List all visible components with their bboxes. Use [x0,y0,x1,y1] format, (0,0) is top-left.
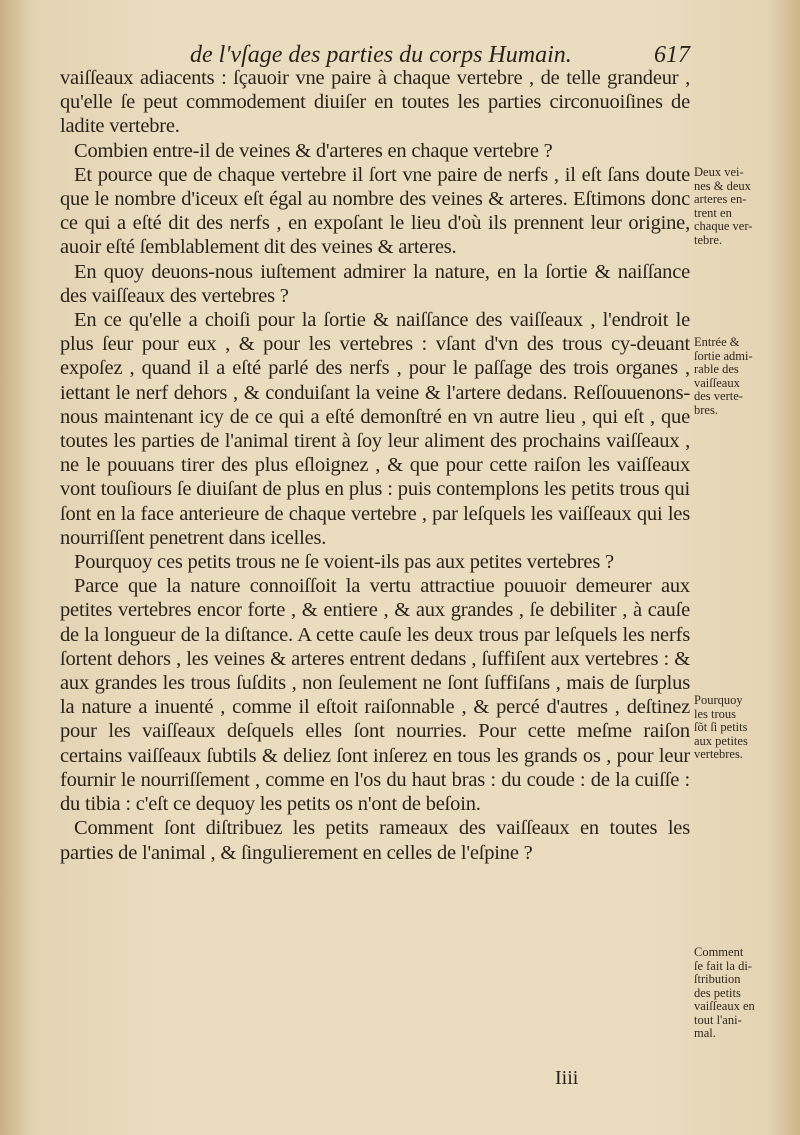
margin-line: chaque ver- [694,219,753,233]
margin-line: des petits [694,985,741,1000]
margin-line: ſe fait la di- [694,958,752,973]
margin-line: ſortie admi- [694,348,753,363]
margin-line: vertebres. [694,747,743,761]
margin-line: aux petites [694,733,748,748]
margin-line: des verte- [694,389,743,403]
margin-line: rable des [694,362,739,376]
question-paragraph: Combien entre-il de veines & d'arteres en chaque vertebre ? [74,139,553,162]
margin-line: vaiſſeaux en [694,999,755,1013]
margin-line: tout l'ani- [694,1012,742,1027]
question-paragraph: En quoy deuons-nous iuſtement admirer la nature, en la ſortie & naiſſance des vaiſſeaux des vertebres ? [60,260,690,307]
margin-line: Entrée & [694,335,740,349]
margin-line: vaiſſeaux [694,375,740,390]
paragraph-continuation: vaiſſeaux adiacents : ſçauoir vne paire à chaque vertebre , de telle grandeur , qu'elle ſe peut commodement diuiſer en toutes les parties circonuoiſines de ladite vertebre. [60,67,690,138]
main-text [60,66,690,865]
answer-paragraph: En ce qu'elle a choiſi pour la ſortie & naiſſance des vaiſſeaux , l'endroit le plus ſeur pour eux , & pour les vertebres : vſant d'vn des trous cy-deuant expoſez , quand il a eſté parlé des nerfs , pour le paſſage des trois organes , iettant le nerf dehors , & conduiſant la veine & l'artere dedans. Reſſouuenons-nous maintenant icy de ce qui a eſté demonſtré en vn autre lieu , qui eſt , que toutes les parties de l'animal tirent à ſoy leur aliment des prochains vaiſſeaux , ne le pouuans tirer des plus eſloignez , & que pour cette raiſon les vaiſſeaux vont touſiours ſe diuiſant de plus en plus : puis contemplons les petits trous qui ſont en la face anterieure de chaque vertebre , par leſquels les vaiſſeaux qui les nourriſſent penetrent dans icelles. [60,309,690,549]
margin-note-vessel-exit [694,336,792,417]
margin-note-veins-arteries [694,166,792,247]
running-title: de l'vſage des parties du corps Humain. [190,42,572,68]
margin-line: Comment [694,945,744,959]
margin-line: Deux vei- [694,165,744,179]
margin-line: trent en [694,205,732,220]
margin-line: ſõt ſi petits [694,720,748,734]
margin-line: ſtribution [694,972,741,986]
margin-line: nes & deux [694,178,751,193]
margin-line: Pourquoy [694,693,743,707]
answer-paragraph: Parce que la nature connoiſſoit la vertu attractiue pouuoir demeurer aux petites vertebres encor forte , & entiere , & aux grandes , ſe debiliter , à cauſe de la longueur de la diſtance. A cette cauſe les deux trous par leſquels les nerfs ſortent dehors , les veines & arteres entrent dedans , ſuffiſent aux vertebres : & aux grandes les trous ſuſdits , non ſeulement ne ſont ſuffiſans , mais de ſurplus la nature a inuenté , comme il eſtoit raiſonnable , & percé d'autres , deſtinez pour les vaiſſeaux deſquels elles ſont nourries. Pour cette meſme raiſon certains vaiſſeaux ſubtils & deliez ſont inſerez en tous les grands os , pour leur fournir le nourriſſement , comme en l'os du haut bras : du coude : de la cuiſſe : du tibia : c'eſt ce dequoy les petits os n'ont de beſoin. [60,575,690,816]
margin-line: les trous [694,706,737,721]
margin-note-small-holes [694,694,792,762]
question-paragraph: Comment ſont diſtribuez les petits rameaux des vaiſſeaux en toutes les parties de l'animal , & ſingulierement en celles de l'eſpine ? [60,817,690,864]
margin-line: mal. [694,1026,716,1040]
answer-paragraph: Et pource que de chaque vertebre il ſort vne paire de nerfs , il eſt ſans doute que le nombre d'iceux eſt égal au nombre des veines & arteres. Eſtimons donc ce qui a eſté dit des nerfs , en expoſant le lieu d'où ils prennent leur origine, auoir eſté ſemblablement dit des veines & arteres. [60,163,690,259]
page-number: 617 [654,42,690,68]
margin-line: tebre. [694,232,723,247]
margin-note-distribution [694,946,792,1041]
question-paragraph: Pourquoy ces petits trous ne ſe voient-ils pas aux petites vertebres ? [74,551,614,574]
margin-line: arteres en- [694,192,747,206]
margin-line: bres. [694,402,718,417]
signature-mark: Iiii [555,1067,579,1089]
